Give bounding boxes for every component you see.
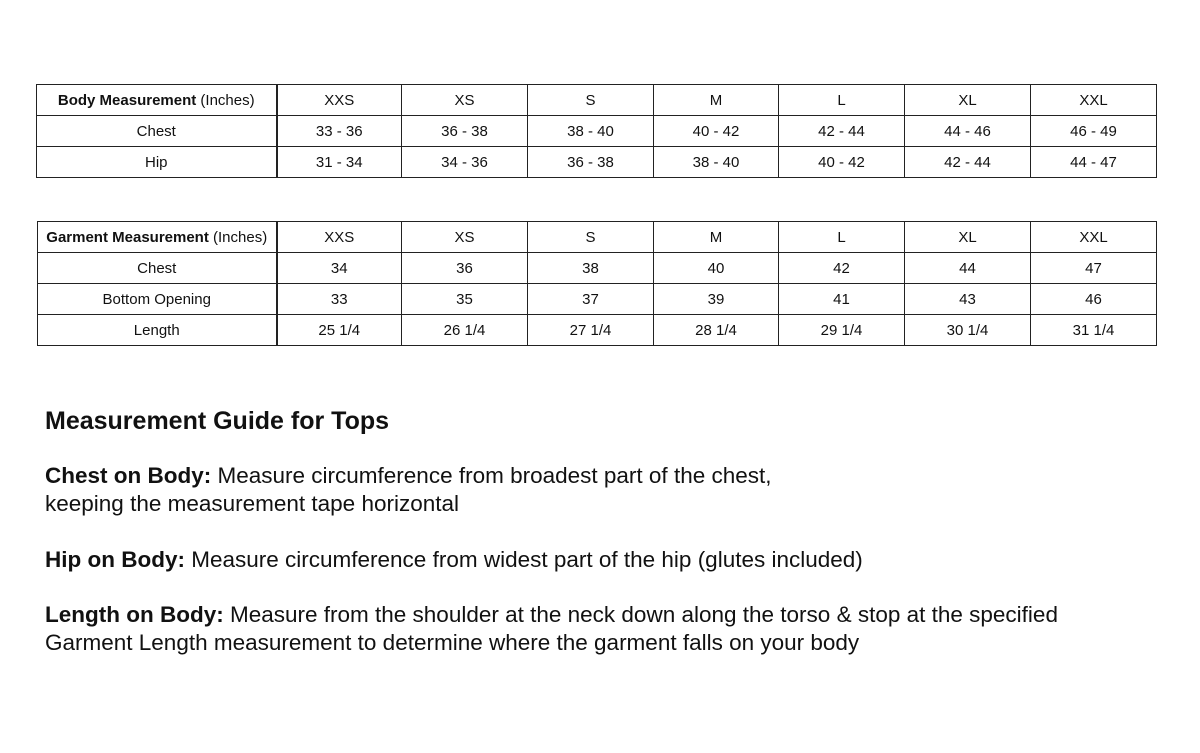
garment-size-xxs: XXS xyxy=(277,222,402,253)
garment-size-l: L xyxy=(779,222,905,253)
table-cell: 31 1/4 xyxy=(1031,315,1157,346)
table-row xyxy=(37,147,1157,178)
table-cell: 44 - 47 xyxy=(1031,147,1157,178)
body-size-xxs: XXS xyxy=(277,85,402,116)
table-row xyxy=(37,116,1157,147)
chest-guide xyxy=(45,462,1165,518)
table-cell: 25 1/4 xyxy=(277,315,402,346)
garment-size-s: S xyxy=(528,222,654,253)
table-cell: 38 - 40 xyxy=(654,147,779,178)
body-row-label-hip: Hip xyxy=(37,147,277,178)
table-cell: 40 - 42 xyxy=(654,116,779,147)
garment-size-xs: XS xyxy=(402,222,528,253)
chest-guide-term: Chest on Body: xyxy=(45,463,212,488)
body-size-l: L xyxy=(779,85,905,116)
garment-row-label-bottom-opening: Bottom Opening xyxy=(38,284,277,315)
hip-guide-text: Measure circumference from widest part of the hip (glutes included) xyxy=(184,547,863,572)
table-cell: 42 xyxy=(779,253,905,284)
table-cell: 42 - 44 xyxy=(905,147,1031,178)
table-cell: 34 - 36 xyxy=(402,147,528,178)
body-size-xl: XL xyxy=(905,85,1031,116)
body-header-label-bold: Body Measurement xyxy=(57,91,197,109)
length-guide xyxy=(45,601,1165,657)
table-cell: 26 1/4 xyxy=(402,315,528,346)
body-header-row xyxy=(37,85,1157,116)
table-cell: 38 - 40 xyxy=(528,116,654,147)
measurement-guide xyxy=(45,403,1165,657)
garment-size-xl: XL xyxy=(905,222,1031,253)
garment-measurement-table xyxy=(37,221,1157,346)
table-cell: 33 xyxy=(277,284,402,315)
garment-row-label-length: Length xyxy=(38,315,277,346)
body-measurement-table xyxy=(36,84,1157,178)
table-cell: 28 1/4 xyxy=(654,315,779,346)
garment-header-label-bold: Garment Measurement xyxy=(46,228,209,246)
table-cell: 38 xyxy=(528,253,654,284)
table-cell: 27 1/4 xyxy=(528,315,654,346)
length-guide-term: Length on Body: xyxy=(45,602,224,627)
table-row xyxy=(38,284,1157,315)
table-cell: 43 xyxy=(905,284,1031,315)
body-size-s: S xyxy=(528,85,654,116)
body-size-xxl: XXL xyxy=(1031,85,1157,116)
table-row xyxy=(38,315,1157,346)
table-cell: 46 xyxy=(1031,284,1157,315)
table-cell: 31 - 34 xyxy=(277,147,402,178)
table-cell: 29 1/4 xyxy=(779,315,905,346)
table-cell: 39 xyxy=(654,284,779,315)
table-cell: 41 xyxy=(779,284,905,315)
table-cell: 44 xyxy=(905,253,1031,284)
table-cell: 33 - 36 xyxy=(277,116,402,147)
table-cell: 44 - 46 xyxy=(905,116,1031,147)
hip-guide-term: Hip on Body: xyxy=(45,547,185,572)
guide-title: Measurement Guide for Tops xyxy=(45,407,390,435)
table-cell: 40 - 42 xyxy=(779,147,905,178)
table-cell: 46 - 49 xyxy=(1031,116,1157,147)
garment-row-label-chest: Chest xyxy=(38,253,277,284)
table-cell: 42 - 44 xyxy=(779,116,905,147)
body-size-xs: XS xyxy=(402,85,528,116)
hip-guide xyxy=(45,546,1165,574)
body-header-label-unit: (Inches) xyxy=(196,91,255,109)
body-size-m: M xyxy=(654,85,779,116)
table-cell: 47 xyxy=(1031,253,1157,284)
table-cell: 36 - 38 xyxy=(402,116,528,147)
body-header-label xyxy=(37,85,277,116)
table-cell: 34 xyxy=(277,253,402,284)
table-row xyxy=(38,253,1157,284)
garment-header-label-unit: (Inches) xyxy=(208,228,268,246)
table-cell: 37 xyxy=(528,284,654,315)
table-cell: 35 xyxy=(402,284,528,315)
garment-header-label xyxy=(38,222,277,253)
garment-size-xxl: XXL xyxy=(1031,222,1157,253)
length-guide-line1: Measure from the shoulder at the neck down along the torso & stop at the specified xyxy=(223,602,1058,627)
table-cell: 36 - 38 xyxy=(528,147,654,178)
table-cell: 30 1/4 xyxy=(905,315,1031,346)
chest-guide-line1: Measure circumference from broadest part of the chest, xyxy=(211,463,772,488)
chest-guide-line2: keeping the measurement tape horizontal xyxy=(45,491,460,516)
body-row-label-chest: Chest xyxy=(37,116,277,147)
table-cell: 36 xyxy=(402,253,528,284)
table-cell: 40 xyxy=(654,253,779,284)
length-guide-line2: Garment Length measurement to determine where the garment falls on your body xyxy=(45,630,860,655)
garment-header-row xyxy=(38,222,1157,253)
garment-size-m: M xyxy=(654,222,779,253)
